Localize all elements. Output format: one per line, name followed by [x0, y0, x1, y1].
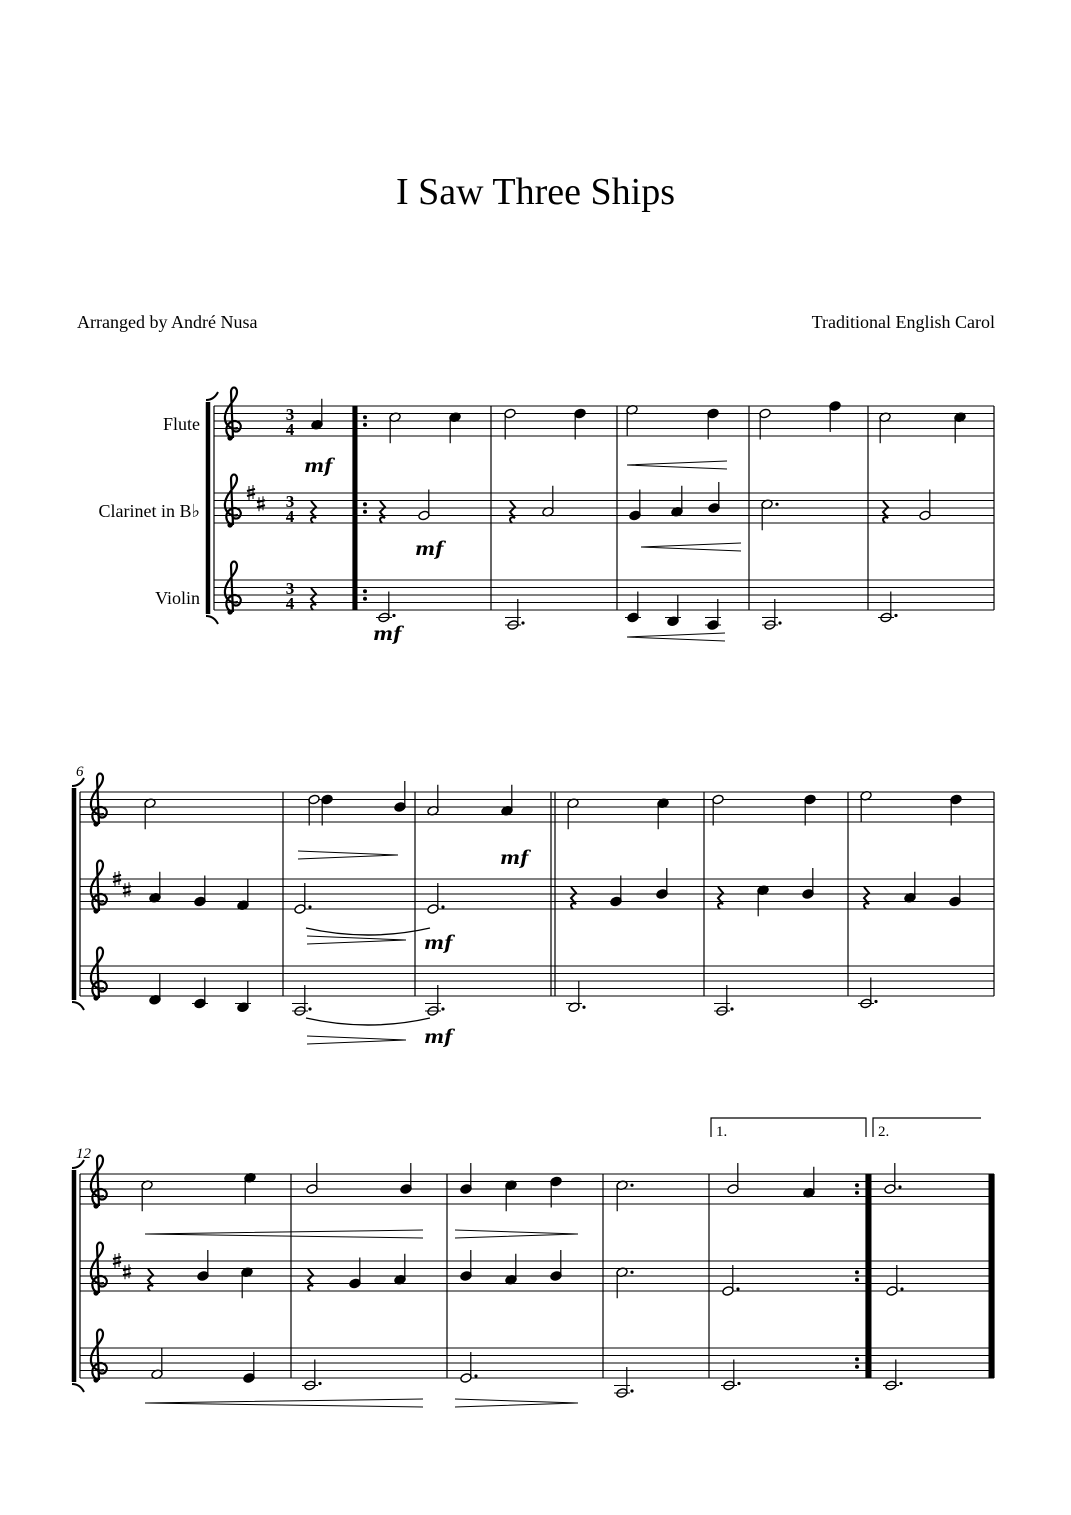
note-dot — [899, 1382, 902, 1385]
crescendo-hairpin — [627, 461, 727, 469]
crescendo-hairpin — [145, 1230, 423, 1238]
staff-1 — [214, 493, 994, 523]
clef-stroke — [91, 774, 107, 825]
note-dot — [736, 1287, 739, 1290]
bracket-hook — [72, 1384, 84, 1392]
crescendo-hairpin — [641, 543, 741, 551]
decrescendo-hairpin — [298, 851, 398, 859]
sharp-bar — [247, 494, 255, 496]
note-dot — [900, 1287, 903, 1290]
arranger-credit: Arranged by André Nusa — [77, 312, 258, 332]
treble-clef-icon — [91, 1243, 107, 1296]
repeat-dot — [855, 1357, 859, 1361]
tie — [306, 928, 430, 935]
staff-2 — [80, 1348, 994, 1378]
time-signature-top: 3 — [285, 492, 295, 511]
clef-stroke — [225, 475, 241, 526]
clef-stroke — [91, 948, 107, 999]
tie — [306, 1018, 430, 1025]
repeat-dot — [855, 1183, 859, 1187]
clef-dot — [93, 821, 98, 826]
repeat-dot — [855, 1365, 859, 1369]
note-dot — [775, 503, 778, 506]
time-signature-top: 3 — [285, 405, 295, 424]
volta-2-label: 2. — [878, 1124, 890, 1140]
repeat-dot — [363, 589, 367, 593]
treble-clef-icon — [91, 948, 107, 1001]
note-dot — [474, 1374, 477, 1377]
bracket-hook — [206, 616, 218, 624]
staff-2 — [214, 580, 994, 610]
time-signature-top: 3 — [285, 579, 295, 598]
repeat-dot — [855, 1191, 859, 1195]
dynamic-mf: mf — [304, 455, 333, 477]
note-dot — [318, 1382, 321, 1385]
quarter-rest — [510, 501, 515, 523]
volta-1-label: 1. — [716, 1124, 728, 1140]
note-dot — [308, 1007, 311, 1010]
clef-dot — [93, 1290, 98, 1295]
note-dot — [521, 621, 524, 624]
sharp-bar — [257, 505, 265, 507]
time-signature-bottom: 4 — [285, 594, 295, 613]
note-dot — [874, 1000, 877, 1003]
staff-0 — [214, 406, 994, 436]
note-dot — [308, 905, 311, 908]
staff-1 — [80, 1261, 994, 1291]
sharp-icon — [257, 496, 265, 511]
note-dot — [894, 614, 897, 617]
decrescendo-hairpin — [455, 1399, 578, 1407]
sharp-bar — [113, 880, 121, 882]
clef-dot — [227, 435, 232, 440]
clef-dot — [93, 1203, 98, 1208]
repeat-dot — [363, 597, 367, 601]
dynamic-mf: mf — [424, 1026, 453, 1048]
dynamic-mf: mf — [373, 623, 402, 645]
treble-clef-icon — [91, 1156, 107, 1209]
time-signature-bottom: 4 — [285, 507, 295, 526]
note-dot — [630, 1389, 633, 1392]
staff-1 — [80, 879, 994, 909]
note-dot — [392, 614, 395, 617]
note-dot — [730, 1007, 733, 1010]
treble-clef-icon — [225, 562, 241, 615]
composer-credit: Traditional English Carol — [811, 312, 995, 332]
page-title: I Saw Three Ships — [396, 171, 675, 213]
sharp-bar — [113, 875, 121, 877]
clef-dot — [93, 1377, 98, 1382]
instrument-name: Clarinet in B♭ — [98, 501, 200, 521]
repeat-dot — [855, 1278, 859, 1282]
note-dot — [582, 1006, 585, 1009]
clef-dot — [93, 908, 98, 913]
quarter-rest — [864, 887, 869, 909]
measure-number: 6 — [76, 764, 84, 780]
staff-0 — [80, 792, 994, 822]
sharp-bar — [113, 1257, 121, 1259]
clef-dot — [227, 609, 232, 614]
repeat-dot — [363, 510, 367, 514]
repeat-dot — [363, 502, 367, 506]
sharp-bar — [123, 891, 131, 893]
dynamic-mf: mf — [415, 538, 444, 560]
note-dot — [898, 1185, 901, 1188]
treble-clef-icon — [225, 475, 241, 528]
note-dot — [441, 1007, 444, 1010]
bracket-hook — [72, 1002, 84, 1010]
decrescendo-hairpin — [307, 936, 406, 944]
crescendo-hairpin — [145, 1399, 423, 1407]
clef-dot — [93, 995, 98, 1000]
clef-stroke — [225, 388, 241, 439]
clef-stroke — [91, 861, 107, 912]
sharp-bar — [247, 489, 255, 491]
repeat-dot — [855, 1270, 859, 1274]
sharp-bar — [123, 1273, 131, 1275]
quarter-rest — [148, 1269, 153, 1291]
quarter-rest — [308, 1269, 313, 1291]
volta-1-bracket — [711, 1118, 866, 1137]
quarter-rest — [571, 887, 576, 909]
staff-0 — [80, 1174, 994, 1204]
note-dot — [630, 1184, 633, 1187]
clef-stroke — [225, 562, 241, 613]
bracket-hook — [206, 392, 218, 400]
treble-clef-icon — [225, 388, 241, 441]
measure-number: 12 — [76, 1146, 91, 1162]
dynamic-mf: mf — [424, 932, 453, 954]
clef-stroke — [91, 1156, 107, 1207]
sharp-bar — [113, 1262, 121, 1264]
clef-stroke — [91, 1330, 107, 1381]
sharp-icon — [123, 1264, 131, 1279]
treble-clef-icon — [91, 1330, 107, 1383]
instrument-name: Violin — [155, 588, 200, 608]
treble-clef-icon — [91, 774, 107, 827]
quarter-rest — [380, 501, 385, 523]
clef-stroke — [91, 1243, 107, 1294]
staff-2 — [80, 966, 994, 996]
treble-clef-icon — [91, 861, 107, 914]
quarter-rest — [883, 501, 888, 523]
quarter-rest — [311, 501, 316, 523]
note-dot — [778, 621, 781, 624]
quarter-rest — [311, 588, 316, 610]
crescendo-hairpin — [627, 633, 725, 641]
repeat-dot — [363, 423, 367, 427]
repeat-dot — [363, 415, 367, 419]
sharp-icon — [123, 882, 131, 897]
time-signature-bottom: 4 — [285, 420, 295, 439]
quarter-rest — [718, 887, 723, 909]
decrescendo-hairpin — [307, 1036, 406, 1044]
dynamic-mf: mf — [500, 847, 529, 869]
instrument-name: Flute — [162, 414, 200, 434]
decrescendo-hairpin — [455, 1230, 578, 1238]
note-dot — [630, 1271, 633, 1274]
note-dot — [441, 905, 444, 908]
clef-dot — [227, 522, 232, 527]
note-dot — [737, 1382, 740, 1385]
